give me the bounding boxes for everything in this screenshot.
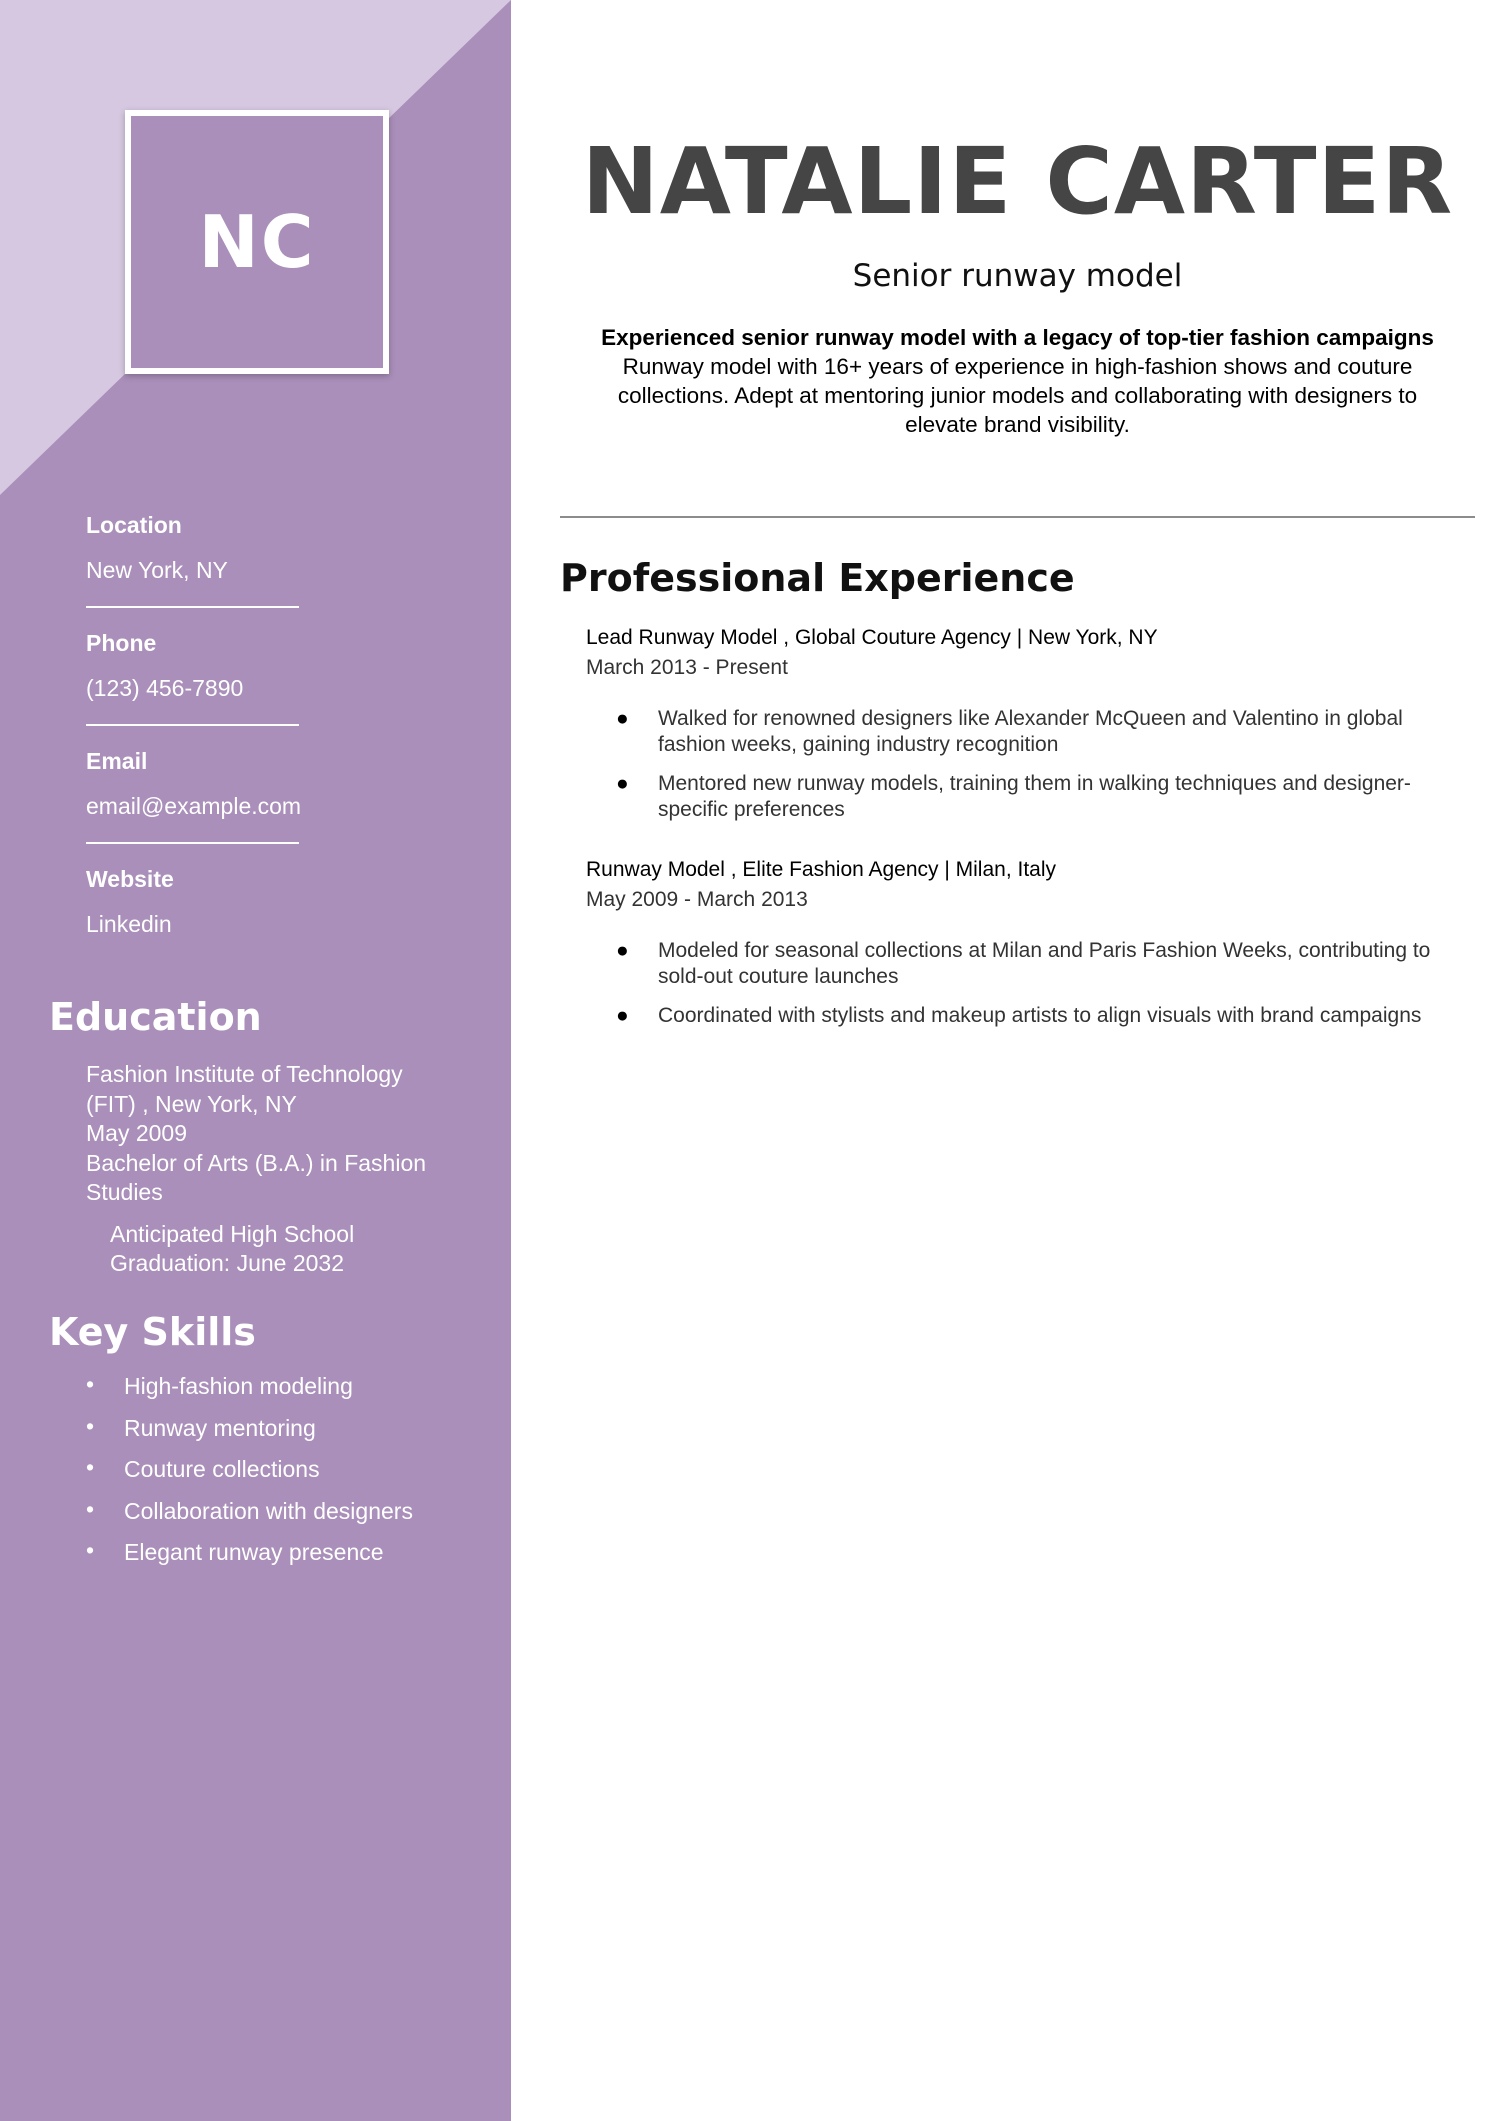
divider xyxy=(86,842,299,844)
contact-location xyxy=(86,512,426,608)
list-item xyxy=(586,771,1456,823)
list-item xyxy=(586,1003,1456,1029)
divider xyxy=(86,724,299,726)
candidate-name: NATALIE CARTER xyxy=(581,128,1454,235)
bullet-icon: ● xyxy=(616,772,629,795)
contact-label: Website xyxy=(86,866,174,892)
bullet-text: Mentored new runway models, training them in walking techniques and designer-specific preferences xyxy=(658,772,1411,821)
divider xyxy=(560,516,1475,518)
summary xyxy=(580,323,1455,439)
bullet-icon: ● xyxy=(616,707,629,730)
bullet-icon: ● xyxy=(616,939,629,962)
list-item xyxy=(86,1373,413,1415)
education-line: (FIT) , New York, NY xyxy=(86,1090,297,1117)
bullet-text: Coordinated with stylists and makeup artists to align visuals with brand campaigns xyxy=(658,1004,1422,1027)
contact-value[interactable]: email@example.com xyxy=(86,793,302,819)
education-section xyxy=(86,1060,446,1279)
bullet-icon: • xyxy=(86,1495,95,1522)
education-line: May 2009 xyxy=(86,1120,188,1146)
skill-label: Collaboration with designers xyxy=(124,1497,413,1524)
list-item xyxy=(86,1412,413,1457)
skill-label: Couture collections xyxy=(124,1456,320,1482)
bullet-icon: • xyxy=(86,1454,95,1480)
bullet-icon: ● xyxy=(616,1004,629,1027)
education-line: Fashion Institute of Technology xyxy=(86,1061,403,1087)
job-dates: May 2009 - March 2013 xyxy=(586,888,808,911)
bullet-text: Modeled for seasonal collections at Milan and Paris Fashion Weeks, contributing to sold-out couture launches xyxy=(658,939,1431,988)
education-note-line: Anticipated High School xyxy=(110,1220,355,1247)
bullet-icon: • xyxy=(86,1371,95,1397)
job-title: Lead Runway Model , Global Couture Agency | New York, NY xyxy=(586,626,1158,649)
job-entry xyxy=(586,858,1456,1042)
summary-text: Runway model with 16+ years of experience in high-fashion shows and couture collections. Adept at mentoring junior models and collaborating with designers to elevate brand visibility. xyxy=(617,354,1418,437)
skill-label: Elegant runway presence xyxy=(124,1539,384,1565)
list-item xyxy=(86,1539,413,1581)
contact-value: New York, NY xyxy=(86,557,228,583)
sidebar xyxy=(0,0,511,2121)
contact-value: (123) 456-7890 xyxy=(86,675,244,701)
job-title: Runway Model , Elite Fashion Agency | Milan, Italy xyxy=(586,858,1057,881)
monogram-initials: NC xyxy=(198,200,316,284)
contact-website xyxy=(86,866,426,938)
job-role: Senior runway model xyxy=(852,258,1183,294)
bullet-icon: • xyxy=(86,1412,95,1439)
skill-label: High-fashion modeling xyxy=(124,1373,353,1399)
contact-label: Location xyxy=(86,512,182,538)
bullet-text: Walked for renowned designers like Alexander McQueen and Valentino in global fashion weeks, gaining industry recognition xyxy=(658,707,1403,756)
contact-email xyxy=(86,748,426,844)
job-bullets xyxy=(586,938,1456,1029)
contact-label: Phone xyxy=(86,630,157,656)
list-item xyxy=(86,1456,413,1498)
bullet-icon: • xyxy=(86,1537,95,1563)
job-dates: March 2013 - Present xyxy=(586,656,788,679)
skill-label: Runway mentoring xyxy=(124,1414,316,1441)
website-link[interactable]: Linkedin xyxy=(86,911,172,937)
job-bullets xyxy=(586,706,1456,823)
contact-label: Email xyxy=(86,748,148,774)
education-line: Bachelor of Arts (B.A.) in Fashion xyxy=(86,1149,427,1176)
education-note xyxy=(110,1220,446,1279)
monogram-box xyxy=(125,110,389,374)
experience-heading: Professional Experience xyxy=(560,556,1075,600)
education-note-line: Graduation: June 2032 xyxy=(110,1250,345,1276)
job-entry xyxy=(586,626,1456,836)
list-item xyxy=(586,938,1456,990)
summary-headline: Experienced senior runway model with a legacy of top-tier fashion campaigns xyxy=(601,325,1434,350)
contact-phone xyxy=(86,630,426,726)
skills-heading: Key Skills xyxy=(49,1310,256,1354)
education-line: Studies xyxy=(86,1179,163,1205)
list-item xyxy=(586,706,1456,758)
list-item xyxy=(86,1495,413,1540)
skills-list xyxy=(86,1373,413,1581)
contact-section xyxy=(86,512,426,960)
divider xyxy=(86,606,299,608)
education-heading: Education xyxy=(49,995,262,1039)
